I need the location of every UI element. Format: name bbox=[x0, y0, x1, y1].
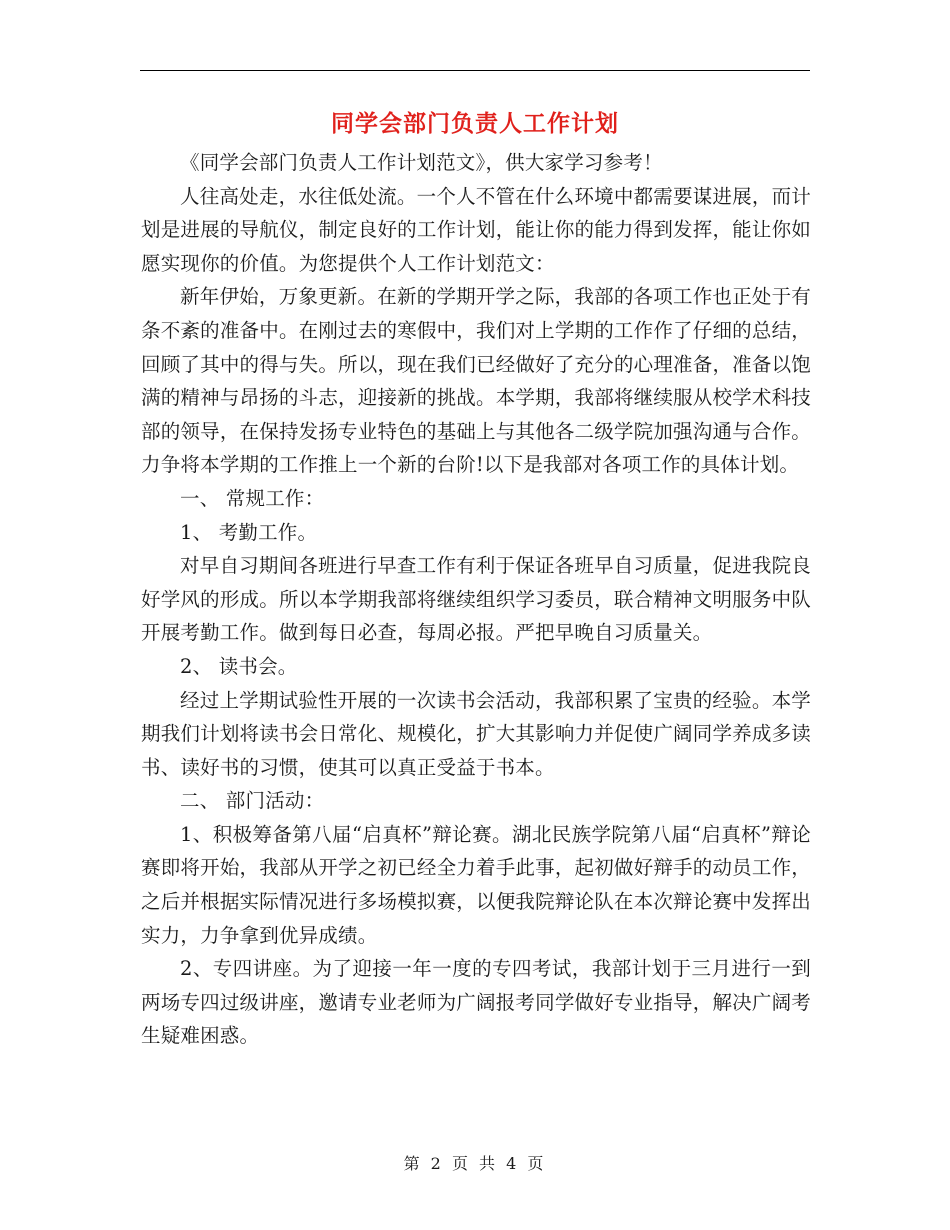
page-number-footer: 第 2 页 共 4 页 bbox=[403, 1154, 547, 1173]
subheading-attendance: 1、 考勤工作。 bbox=[180, 520, 318, 544]
reading-club-paragraph: 经过上学期试验性开展的一次读书会活动，我部积累了宝贵的经验。本学期我们计划将读书会日常化、规模化，扩大其影响力并促使广阔同学养成多读书、读好书的习惯，使其可以真正受益于书本。 bbox=[141, 688, 811, 779]
intro-paragraph: 《同学会部门负责人工作计划范文》，供大家学习参考！ bbox=[180, 151, 663, 174]
subheading-reading-club: 2、 读书会。 bbox=[180, 654, 298, 678]
section-heading-department-activities: 二、 部门活动： bbox=[180, 789, 325, 813]
debate-paragraph: 1、积极筹备第八届“启真杯”辩论赛。湖北民族学院第八届“启真杯”辩论赛即将开始，我部从开学之初已经全力着手此事，起初做好辩手的动员工作，之后并根据实际情况进行多场模拟赛，以便我院辩论队在本次辩论赛中发挥出实力，力争拿到优异成绩。 bbox=[141, 822, 811, 947]
document-body bbox=[141, 146, 811, 1053]
document-title: 同学会部门负责人工作计划 bbox=[331, 110, 619, 137]
header-rule bbox=[140, 70, 810, 71]
section-heading-routine-work: 一、 常规工作： bbox=[180, 486, 325, 510]
attendance-paragraph: 对早自习期间各班进行早查工作有利于保证各班早自习质量，促进我院良好学风的形成。所以本学期我部将继续组织学习委员，联合精神文明服务中队开展考勤工作。做到每日必查，每周必报。严把早晚自习质量关。 bbox=[141, 554, 811, 645]
lecture-paragraph: 2、专四讲座。为了迎接一年一度的专四考试，我部计划于三月进行一到两场专四过级讲座，邀请专业老师为广阔报考同学做好专业指导，解决广阔考生疑难困惑。 bbox=[141, 957, 811, 1048]
preface-paragraph: 人往高处走，水往低处流。一个人不管在什么环境中都需要谋进展，而计划是进展的导航仪，制定良好的工作计划，能让你的能力得到发挥，能让你如愿实现你的价值。为您提供个人工作计划范文： bbox=[141, 184, 811, 275]
overview-paragraph: 新年伊始，万象更新。在新的学期开学之际，我部的各项工作也正处于有条不紊的准备中。在刚过去的寒假中，我们对上学期的工作作了仔细的总结，回顾了其中的得与失。所以，现在我们已经做好了充分的心理准备，准备以饱满的精神与昂扬的斗志，迎接新的挑战。本学期，我部将继续服从校学术科技部的领导，在保持发扬专业特色的基础上与其他各二级学院加强沟通与合作。力争将本学期的工作推上一个新的台阶!以下是我部对各项工作的具体计划。 bbox=[141, 285, 811, 477]
